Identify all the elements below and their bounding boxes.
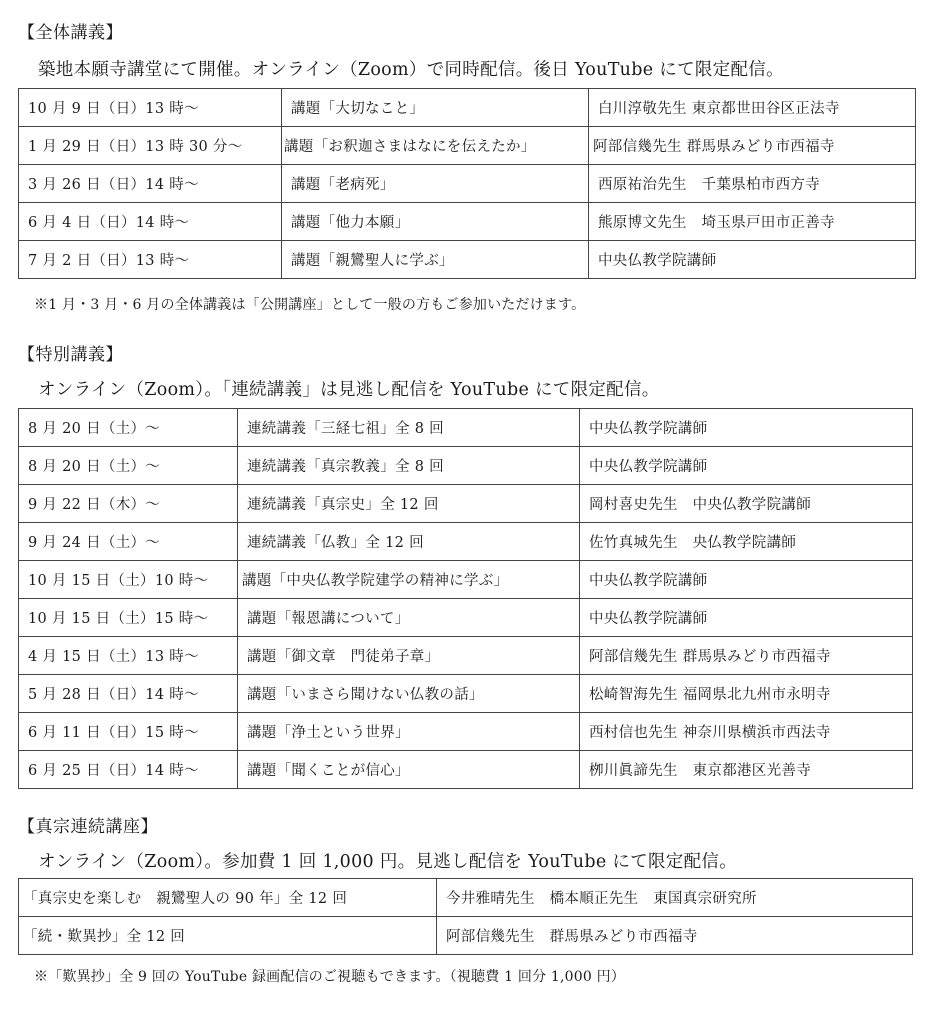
section2-table: [18, 408, 913, 789]
lecturer-cell: 佐竹真城先生 央仏教学院講師: [580, 523, 913, 561]
table-row: [19, 751, 913, 789]
topic-cell: 講題「御文章 門徒弟子章」: [238, 637, 580, 675]
table-row: [19, 561, 913, 599]
date-cell: 9 月 22 日（木）～: [19, 485, 238, 523]
table-row: [19, 165, 916, 203]
date-cell: 10 月 15 日（土）10 時～: [19, 561, 238, 599]
section2-subtitle: オンライン（Zoom）。「連続講義」は見逃し配信を YouTube にて限定配信。: [38, 380, 660, 400]
section1-title: 【全体講義】: [18, 23, 123, 43]
section3-title: 【真宗連続講座】: [18, 817, 158, 837]
section1-table: [18, 88, 916, 279]
date-cell: 4 月 15 日（土）13 時～: [19, 637, 238, 675]
table-row: [19, 127, 916, 165]
topic-cell: 講題「他力本願」: [282, 203, 589, 241]
table-row: [19, 409, 913, 447]
topic-cell: 講題「老病死」: [282, 165, 589, 203]
table-row: [19, 675, 913, 713]
table-row: [19, 447, 913, 485]
topic-cell: 連続講義「真宗教義」全 8 回: [238, 447, 580, 485]
topic-cell: 講題「報恩講について」: [238, 599, 580, 637]
section3-note: ※「歎異抄」全 9 回の YouTube 録画配信のご視聴もできます。（視聴費 1 回分 1,000 円）: [34, 969, 626, 985]
date-cell: 7 月 2 日（日）13 時～: [19, 241, 282, 279]
table-row: [19, 203, 916, 241]
section3-subtitle: オンライン（Zoom）。参加費 1 回 1,000 円。見逃し配信を YouTube にて限定配信。: [38, 852, 737, 872]
topic-cell: 「真宗史を楽しむ 親鸞聖人の 90 年」全 12 回: [19, 879, 437, 917]
section3-table: [18, 878, 913, 955]
lecturer-cell: 中央仏教学院講師: [580, 409, 913, 447]
lecturer-cell: 栁川眞諦先生 東京都港区光善寺: [580, 751, 913, 789]
table-row: [19, 713, 913, 751]
lecturer-cell: 阿部信幾先生 群馬県みどり市西福寺: [437, 917, 913, 955]
lecturer-cell: 中央仏教学院講師: [580, 561, 913, 599]
lecturer-cell: 岡村喜史先生 中央仏教学院講師: [580, 485, 913, 523]
table-row: [19, 879, 913, 917]
topic-cell: 講題「大切なこと」: [282, 89, 589, 127]
topic-cell: 講題「お釈迦さまはなにを伝えたか」: [282, 127, 589, 165]
table-row: [19, 485, 913, 523]
topic-cell: 講題「中央仏教学院建学の精神に学ぶ」: [238, 561, 580, 599]
table-row: [19, 89, 916, 127]
date-cell: 3 月 26 日（日）14 時～: [19, 165, 282, 203]
date-cell: 10 月 15 日（土）15 時～: [19, 599, 238, 637]
topic-cell: 講題「浄土という世界」: [238, 713, 580, 751]
date-cell: 6 月 11 日（日）15 時～: [19, 713, 238, 751]
table-row: [19, 637, 913, 675]
lecturer-cell: 西原祐治先生 千葉県柏市西方寺: [589, 165, 916, 203]
topic-cell: 連続講義「三経七祖」全 8 回: [238, 409, 580, 447]
topic-cell: 講題「親鸞聖人に学ぶ」: [282, 241, 589, 279]
lecturer-cell: 中央仏教学院講師: [580, 599, 913, 637]
date-cell: 1 月 29 日（日）13 時 30 分～: [19, 127, 282, 165]
lecturer-cell: 白川淳敬先生 東京都世田谷区正法寺: [589, 89, 916, 127]
lecturer-cell: 西村信也先生 神奈川県横浜市西法寺: [580, 713, 913, 751]
lecturer-cell: 中央仏教学院講師: [589, 241, 916, 279]
date-cell: 6 月 4 日（日）14 時～: [19, 203, 282, 241]
table-row: [19, 523, 913, 561]
lecturer-cell: 松崎智海先生 福岡県北九州市永明寺: [580, 675, 913, 713]
table-row: [19, 917, 913, 955]
topic-cell: 「続・歎異抄」全 12 回: [19, 917, 437, 955]
date-cell: 5 月 28 日（日）14 時～: [19, 675, 238, 713]
date-cell: 9 月 24 日（土）～: [19, 523, 238, 561]
section1-subtitle: 築地本願寺講堂にて開催。オンライン（Zoom）で同時配信。後日 YouTube にて限定配信。: [38, 60, 784, 80]
table-row: [19, 241, 916, 279]
date-cell: 8 月 20 日（土）～: [19, 447, 238, 485]
topic-cell: 講題「聞くことが信心」: [238, 751, 580, 789]
lecturer-cell: 熊原博文先生 埼玉県戸田市正善寺: [589, 203, 916, 241]
topic-cell: 連続講義「仏教」全 12 回: [238, 523, 580, 561]
lecturer-cell: 中央仏教学院講師: [580, 447, 913, 485]
topic-cell: 連続講義「真宗史」全 12 回: [238, 485, 580, 523]
date-cell: 6 月 25 日（日）14 時～: [19, 751, 238, 789]
date-cell: 10 月 9 日（日）13 時～: [19, 89, 282, 127]
lecturer-cell: 阿部信幾先生 群馬県みどり市西福寺: [580, 637, 913, 675]
section1-note: ※1 月・3 月・6 月の全体講義は「公開講座」として一般の方もご参加いただけます。: [34, 297, 586, 313]
section2-title: 【特別講義】: [18, 345, 123, 365]
lecturer-cell: 阿部信幾先生 群馬県みどり市西福寺: [589, 127, 916, 165]
lecturer-cell: 今井雅晴先生 橋本順正先生 東国真宗研究所: [437, 879, 913, 917]
topic-cell: 講題「いまさら聞けない仏教の話」: [238, 675, 580, 713]
date-cell: 8 月 20 日（土）～: [19, 409, 238, 447]
table-row: [19, 599, 913, 637]
